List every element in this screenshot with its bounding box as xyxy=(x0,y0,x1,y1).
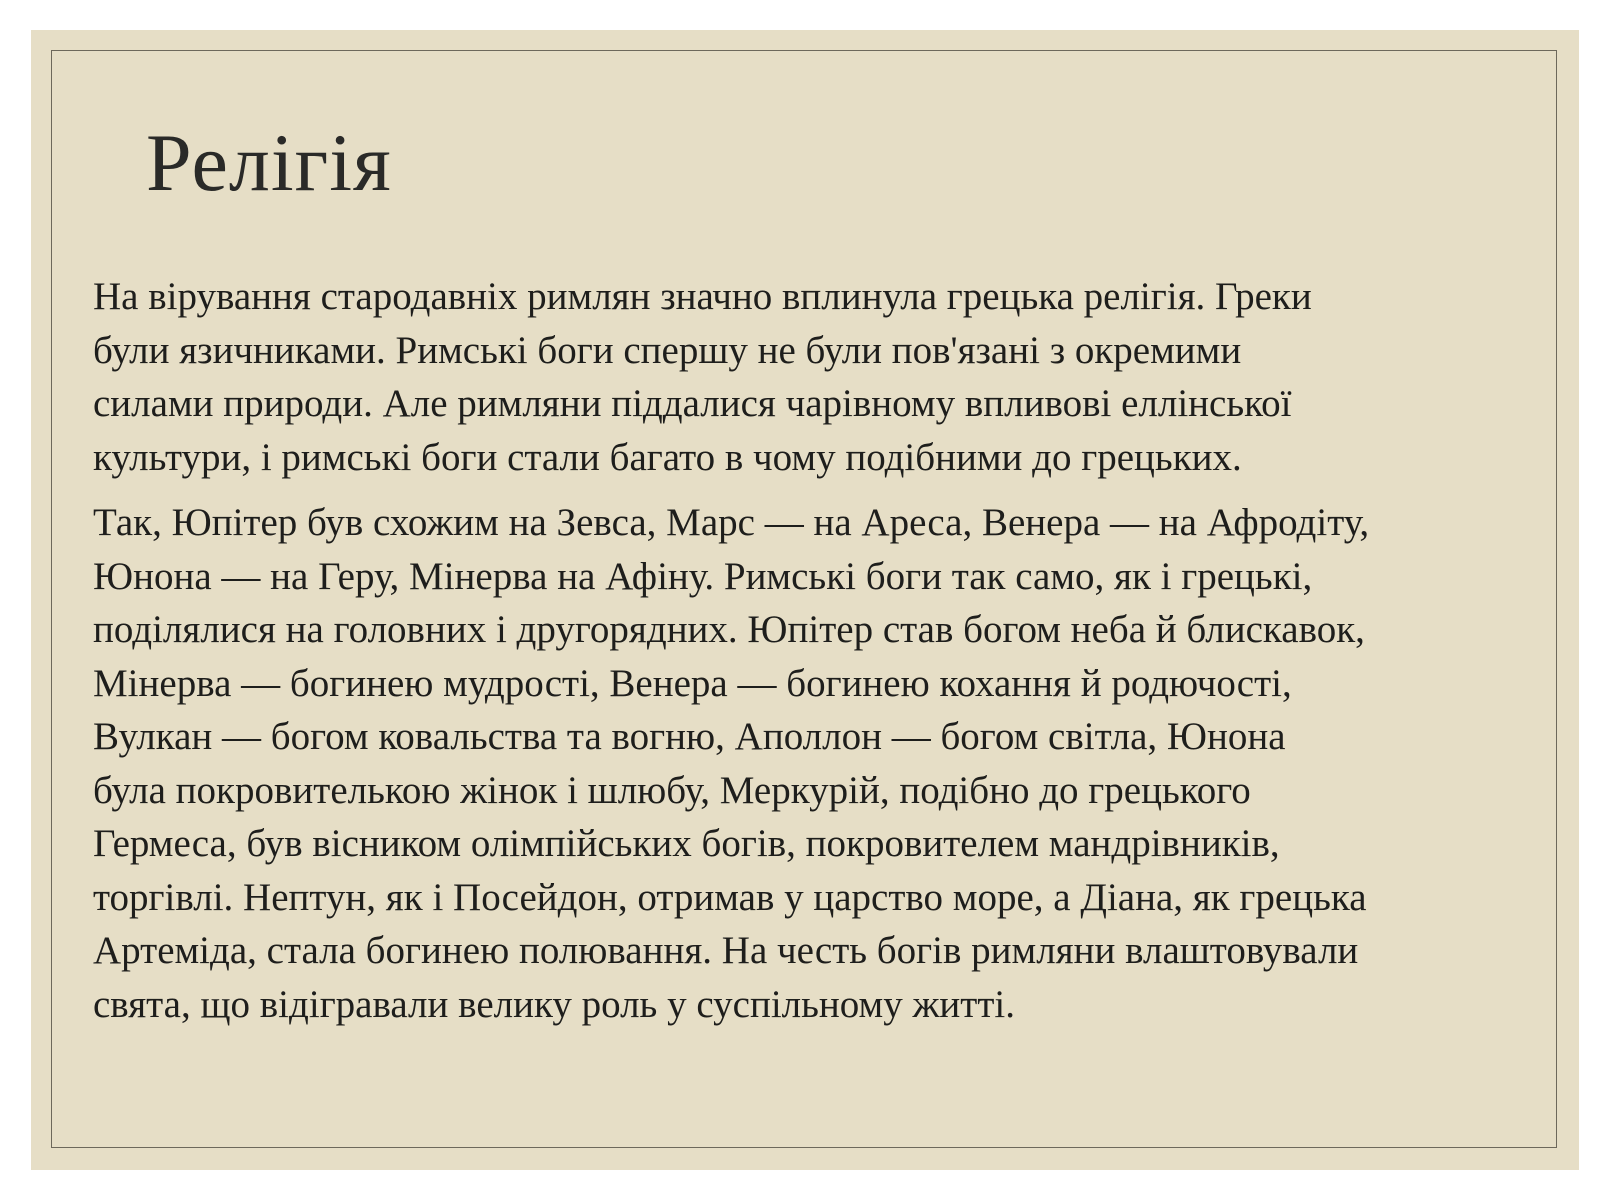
text-line: Мінерва — богинею мудрості, Венера — богинею кохання й родючості, xyxy=(93,661,1292,705)
text-line: поділялися на головних і другорядних. Юпітер став богом неба й блискавок, xyxy=(93,608,1365,651)
text-line: Юнона — на Геру, Мінерва на Афіну. Римські боги так само, як і грецькі, xyxy=(93,554,1313,598)
text-line: культури, і римські боги стали багато в чому подібними до грецьких. xyxy=(93,435,1242,479)
text-line: На вірування стародавніх римлян значно вплинула грецька релігія. Греки xyxy=(93,275,1312,318)
text-line: Вулкан — богом ковальства та вогню, Аполлон — богом світла, Юнона xyxy=(93,715,1286,758)
text-line: свята, що відігравали велику роль у суспільному житті. xyxy=(93,982,1015,1026)
paragraph-roman-gods xyxy=(93,496,1533,1031)
slide xyxy=(31,30,1579,1170)
text-line: торгівлі. Нептун, як і Посейдон, отримав у царство море, а Діана, як грецька xyxy=(93,875,1367,919)
text-line: Гермеса, був вісником олімпійських богів, покровителем мандрівників, xyxy=(93,822,1280,865)
text-line: Так, Юпітер був схожим на Зевса, Марс — на Ареса, Венера — на Афродіту, xyxy=(93,501,1370,544)
text-line: були язичниками. Римські боги спершу не були пов'язані з окремими xyxy=(93,328,1242,372)
text-line: Артеміда, стала богинею полювання. На честь богів римляни влаштовували xyxy=(93,929,1359,972)
text-line: була покровителькою жінок і шлюбу, Меркурій, подібно до грецького xyxy=(93,768,1251,812)
slide-title: Релігія xyxy=(146,117,392,208)
text-line: силами природи. Але римляни піддалися чарівному впливові еллінської xyxy=(93,382,1292,425)
slide-body xyxy=(93,270,1533,1031)
paragraph-greek-influence xyxy=(93,270,1533,484)
